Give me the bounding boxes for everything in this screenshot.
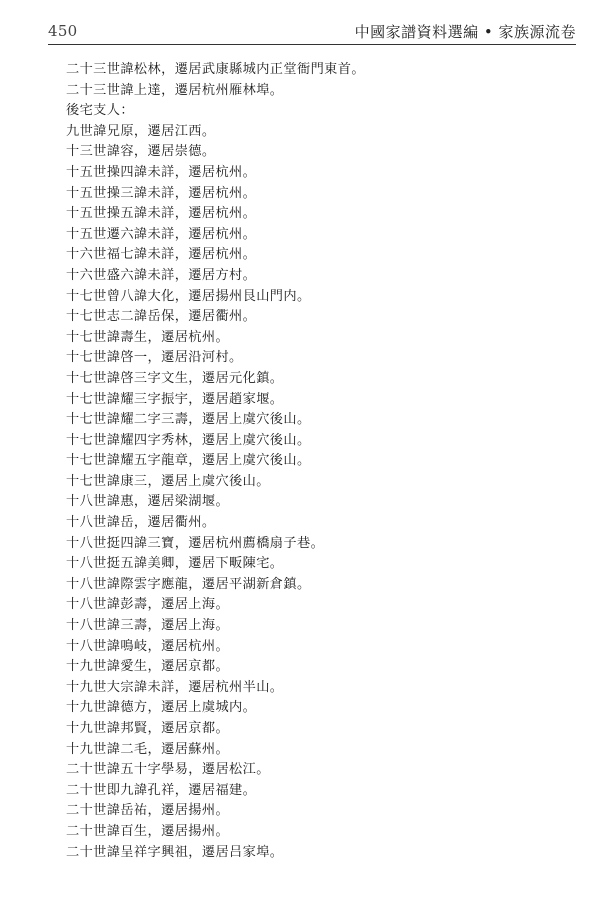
- text-line: 十七世諱啓一，遷居沿河村。: [66, 350, 243, 366]
- text-line: 十五世操三諱未詳，遷居杭州。: [66, 185, 257, 201]
- text-line: 二十世諱呈祥字興祖，遷居吕家埠。: [66, 844, 284, 860]
- text-line: 二十三世諱松林，遷居武康縣城内正堂衙門東首。: [66, 62, 365, 77]
- text-line: 十九世諱邦賢，遷居京都。: [66, 721, 230, 736]
- text-line: 十七世諱啓三字文生，遷居元化鎮。: [66, 370, 284, 386]
- text-line: 十五世遷六諱未詳，遷居杭州。: [66, 226, 257, 242]
- text-line: 二十世諱岳祐，遷居揚州。: [66, 803, 230, 819]
- text-line: 十八世諱岳，遷居衢州。: [66, 515, 216, 531]
- text-line: 十八世挺五諱美卿，遷居下畈陳宅。: [66, 556, 284, 572]
- text-line: 十六世盛六諱未詳，遷居方村。: [66, 267, 257, 283]
- text-line: 二十三世諱上達，遷居杭州雁林埠。: [66, 82, 284, 98]
- genealogy-text-body: [66, 60, 566, 863]
- text-line: 九世諱兄原，遷居江西。: [66, 123, 216, 139]
- page-number: 450: [48, 22, 78, 40]
- text-line: 十九世大宗諱未詳，遷居杭州半山。: [66, 679, 284, 695]
- text-line: 十九世諱二毛，遷居蘇州。: [66, 741, 230, 757]
- text-line: 十七世諱壽生，遷居杭州。: [66, 329, 230, 345]
- text-line: 十九世諱德方，遷居上虞城内。: [66, 700, 257, 716]
- text-line: 十八世挺四諱三寶，遷居杭州薦橋扇子巷。: [66, 535, 325, 551]
- text-line: 十八世諱三壽，遷居上海。: [66, 618, 230, 634]
- text-line: 十五世操五諱未詳，遷居杭州。: [66, 206, 257, 222]
- text-line: 十三世諱容，遷居崇德。: [66, 144, 216, 160]
- text-line: 二十世諱五十字學易，遷居松江。: [66, 762, 270, 778]
- text-line: 十七世諱耀四字秀林，遷居上虞穴後山。: [66, 432, 311, 448]
- text-line: 十七世志二諱岳保，遷居衢州。: [66, 309, 257, 325]
- text-line: 十八世諱鳴岐，遷居杭州。: [66, 638, 230, 654]
- text-line: 十七世諱耀二字三壽，遷居上虞穴後山。: [66, 412, 311, 428]
- page-header: [48, 18, 576, 45]
- running-title: 中國家譜資料選編 • 家族源流卷: [354, 23, 576, 41]
- text-line: 十七世曾八諱大化，遷居揚州艮山門内。: [66, 288, 311, 304]
- text-line: 後宅支人：: [66, 103, 134, 119]
- text-line: 十七世諱耀五字龍章，遷居上虞穴後山。: [66, 453, 311, 469]
- text-line: 十五世操四諱未詳，遷居杭州。: [66, 164, 257, 180]
- text-line: 十九世諱愛生，遷居京都。: [66, 659, 230, 675]
- text-line: 十八世諱際雲字應龍，遷居平湖新倉鎮。: [66, 576, 311, 592]
- text-line: 十七世諱康三，遷居上虞穴後山。: [66, 473, 270, 489]
- text-line: 二十世即九諱孔祥，遷居福建。: [66, 782, 257, 798]
- text-line: 十八世諱彭壽，遷居上海。: [66, 597, 230, 613]
- text-line: 十八世諱惠，遷居梁湖堰。: [66, 494, 230, 510]
- text-line: 十六世福七諱未詳，遷居杭州。: [66, 247, 257, 263]
- text-line: 十七世諱耀三字振宇，遷居趙家堰。: [66, 391, 284, 407]
- text-line: 二十世諱百生，遷居揚州。: [66, 823, 230, 839]
